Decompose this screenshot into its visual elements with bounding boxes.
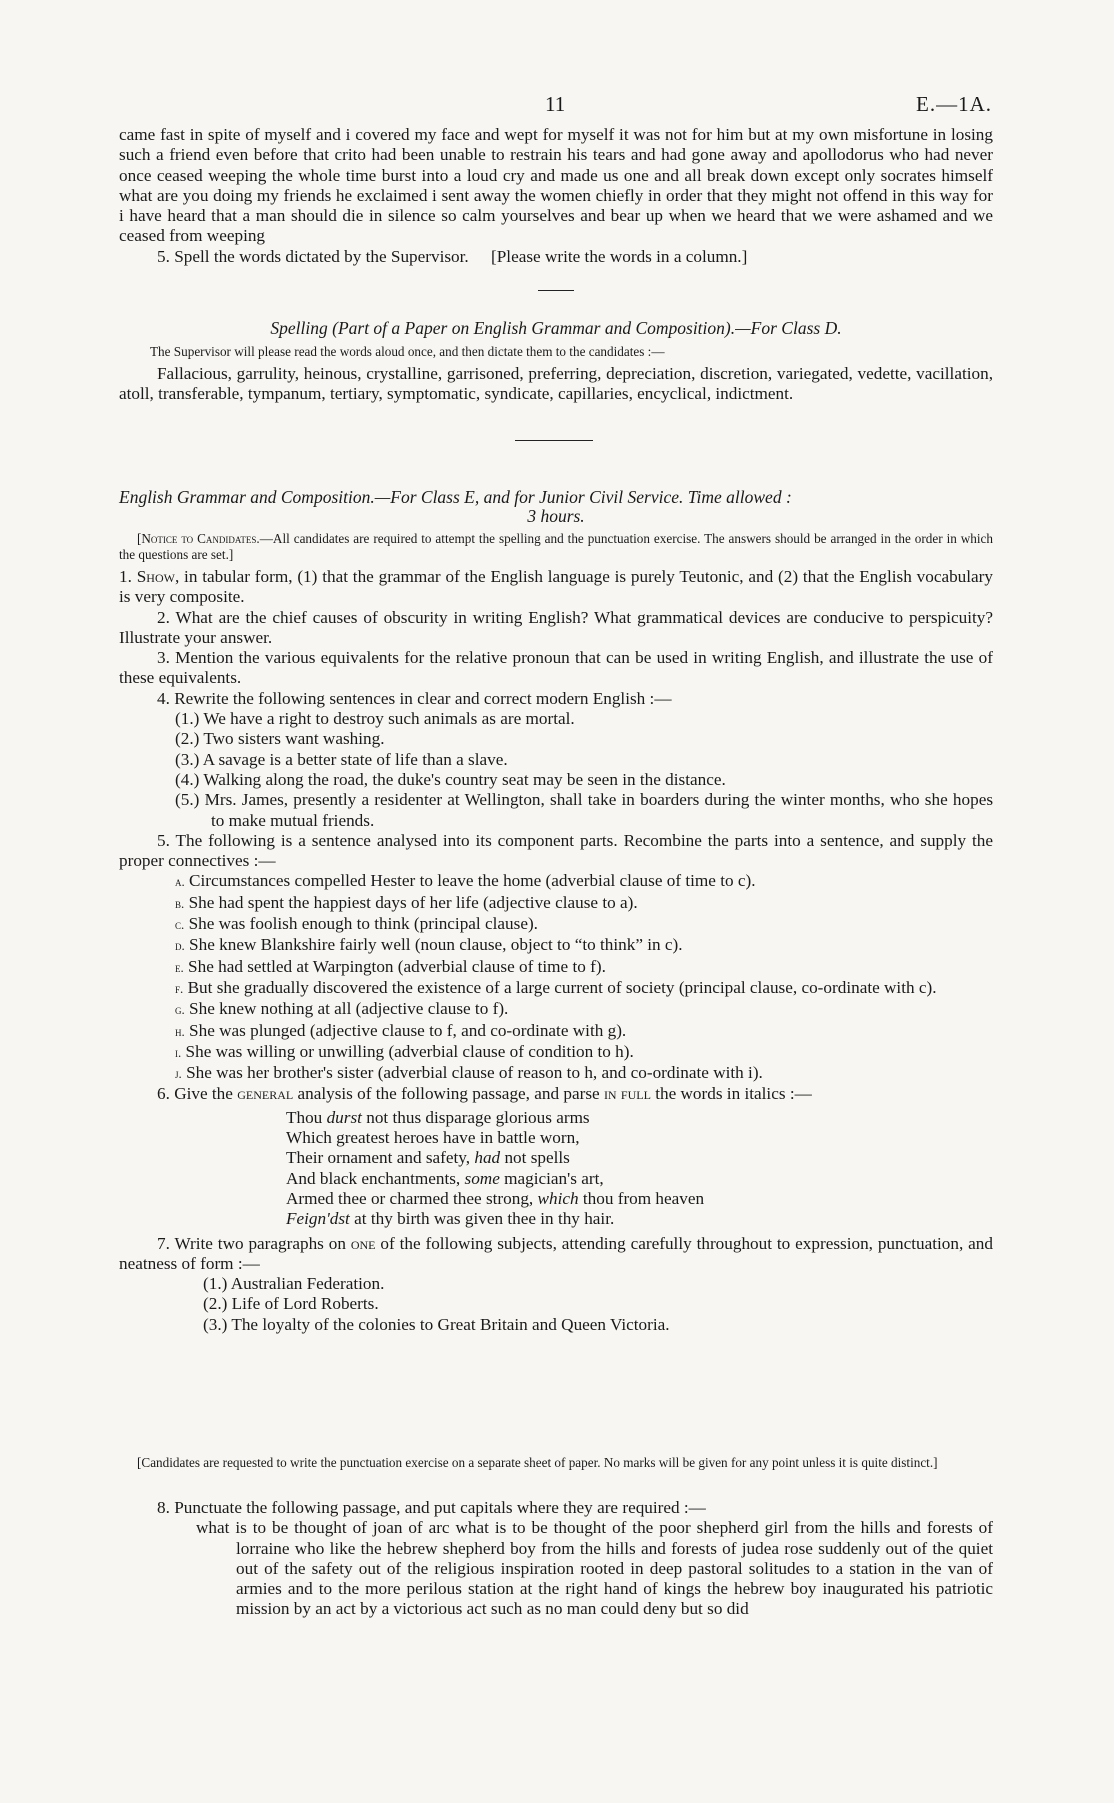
list-item xyxy=(119,709,993,729)
list-item xyxy=(119,935,993,956)
item-number: (2.) xyxy=(175,729,200,749)
list-item xyxy=(147,1294,993,1314)
list-item xyxy=(119,914,993,935)
question-7-part-a: 7. Write two paragraphs on xyxy=(157,1233,346,1253)
question-6-in-full: in full xyxy=(603,1084,651,1104)
item-text: She had settled at Warpington (adverbial clause of time to f). xyxy=(188,956,606,976)
poem-italic-word: Feign'dst xyxy=(286,1209,350,1229)
question-1-text: , in tabular form, (1) that the grammar of the English language is purely Teutonic, and (2) that the English vocabulary is very composite. xyxy=(119,567,993,607)
item-text: Walking along the road, the duke's country seat may be seen in the distance. xyxy=(203,769,726,789)
grammar-title-line1: English Grammar and Composition.—For Class E, and for Junior Civil Service. Time allowed : xyxy=(119,487,792,507)
divider-short xyxy=(538,290,574,291)
poem-italic-word: durst xyxy=(326,1107,362,1127)
item-text: She was plunged (adjective clause to f, and co-ordinate with g). xyxy=(189,1020,627,1040)
question-1-lead: 1. Show xyxy=(119,567,175,586)
item-letter: c. xyxy=(175,917,185,933)
question-8-section xyxy=(119,1498,993,1620)
list-item xyxy=(119,770,993,790)
notice-text: —All candidates are required to attempt the spelling and the punctuation exercise. The answers should be arranged in the order in which the questions are set.] xyxy=(119,531,993,562)
item-text: She knew Blankshire fairly well (noun clause, object to “to think” in c). xyxy=(189,935,683,955)
dictation-passage-tail: came fast in spite of myself and i covered my face and wept for myself it was not for him but at my own misfortune in losing such a friend even before that crito had been unable to restrain his tears and had gone away and apollodorus who had never once ceased weeping the whole time burst into a loud cry and made us one and all break down except only socrates himself what are you doing my friends he exclaimed i sent away the women chiefly in order that they might not offend in this way for i have heard that a man should die in silence so calm yourselves and bear up when we heard that we were ashamed and we ceased from weeping xyxy=(119,125,993,246)
question-6 xyxy=(119,1084,993,1104)
document-reference: E.—1A. xyxy=(916,92,992,116)
question-7-part-b: of the following subjects, attending carefully throughout to expression, punctuation, and neatness of form :— xyxy=(119,1233,993,1273)
poem-text: Their ornament and safety, xyxy=(286,1148,475,1168)
spelling-instruction: The Supervisor will please read the words aloud once, and then dictate them to the candidates :— xyxy=(150,344,665,359)
item-number: (3.) xyxy=(203,1314,228,1334)
question-3: 3. Mention the various equivalents for the relative pronoun that can be used in writing English, and illustrate the use of these equivalents. xyxy=(119,648,993,688)
list-item xyxy=(147,1315,993,1335)
list-item xyxy=(119,1042,993,1063)
item-text: The loyalty of the colonies to Great Britain and Queen Victoria. xyxy=(231,1314,670,1334)
grammar-questions xyxy=(119,567,993,1335)
question-6-part-a: 6. Give the xyxy=(157,1084,233,1104)
poem-text: not thus disparage glorious arms xyxy=(361,1107,590,1127)
question-6-part-b: analysis of the following passage, and parse xyxy=(297,1084,600,1104)
item-text: Mrs. James, presently a residenter at Wellington, shall take in boarders during the winter months, who she hopes to make mutual friends. xyxy=(204,790,994,830)
question-5-note: [Please write the words in a column.] xyxy=(491,246,748,266)
divider-long xyxy=(515,440,593,441)
list-item xyxy=(119,750,993,770)
question-6-general: general xyxy=(237,1084,294,1104)
poem-text: Thou xyxy=(286,1107,327,1127)
item-letter: b. xyxy=(175,895,185,911)
item-text: Australian Federation. xyxy=(230,1274,385,1294)
poem-line xyxy=(286,1209,993,1229)
list-item xyxy=(119,999,993,1020)
item-letter: i. xyxy=(175,1044,182,1060)
poem-italic-word: which xyxy=(537,1188,579,1208)
poem-line xyxy=(286,1189,993,1209)
list-item xyxy=(119,978,993,999)
item-text: Circumstances compelled Hester to leave the home (adverbial clause of time to c). xyxy=(189,871,756,891)
poem-text: thou from heaven xyxy=(578,1188,705,1208)
question-2: 2. What are the chief causes of obscurity in writing English? What grammatical devices are conducive to perspicuity? Illustrate your answer. xyxy=(119,607,993,647)
poem-line: Which greatest heroes have in battle worn, xyxy=(286,1128,580,1148)
item-letter: j. xyxy=(175,1066,182,1082)
list-item xyxy=(119,957,993,978)
notice-lead: [Notice to Candidates. xyxy=(137,531,260,546)
question-4-sentences xyxy=(119,709,993,831)
poem-text: at thy birth was given thee in thy hair. xyxy=(349,1209,615,1229)
question-5-clauses xyxy=(119,871,993,1084)
grammar-title-line2: 3 hours. xyxy=(527,506,585,526)
poem-text: Armed thee or charmed thee strong, xyxy=(286,1188,538,1208)
list-item xyxy=(119,790,993,831)
question-5-text: 5. Spell the words dictated by the Supervisor. xyxy=(157,246,469,266)
poem-passage xyxy=(119,1108,993,1230)
item-letter: e. xyxy=(175,959,184,975)
poem-italic-word: had xyxy=(474,1148,501,1168)
item-text: She was willing or unwilling (adverbial clause of condition to h). xyxy=(185,1041,634,1061)
question-5: 5. The following is a sentence analysed into its component parts. Recombine the parts into a sentence, and supply the proper connectives :— xyxy=(119,830,993,871)
question-8: 8. Punctuate the following passage, and put capitals where they are required :— xyxy=(157,1498,706,1517)
list-item xyxy=(119,1063,993,1084)
question-5-spell xyxy=(119,247,993,267)
item-text: Life of Lord Roberts. xyxy=(231,1294,379,1314)
list-item xyxy=(147,1274,993,1294)
item-text: Two sisters want washing. xyxy=(203,729,385,749)
list-item xyxy=(119,729,993,749)
list-item xyxy=(119,1021,993,1042)
question-1 xyxy=(119,567,993,608)
item-number: (1.) xyxy=(175,709,200,729)
poem-text: And black enchantments, xyxy=(286,1168,465,1188)
item-number: (5.) xyxy=(175,790,200,810)
poem-italic-word: some xyxy=(464,1168,500,1188)
notice-to-candidates xyxy=(119,531,993,563)
punctuation-passage: what is to be thought of joan of arc what is to be thought of the poor shepherd girl from the hills and forests of lorraine who like the hebrew shepherd boy from the hills and forests of judea rose suddenly out of the quiet out of the safety out of the religious inspiration rooted in deep pastoral solitudes to a station in the van of armies and to the more perilous station at the right hand of kings the hebrew boy inaugurated his patriotic mission by an act by a victorious act such as no man could deny but so did xyxy=(196,1518,993,1619)
item-letter: g. xyxy=(175,1002,185,1018)
question-6-part-c: the words in italics :— xyxy=(655,1084,812,1104)
item-text: But she gradually discovered the existence of a large current of society (principal clause, co-ordinate with c). xyxy=(187,977,937,997)
item-number: (3.) xyxy=(175,749,200,769)
item-text: A savage is a better state of life than a slave. xyxy=(202,749,508,769)
question-7 xyxy=(119,1234,993,1275)
item-letter: h. xyxy=(175,1023,185,1039)
poem-text: magician's art, xyxy=(499,1168,604,1188)
intro-section xyxy=(119,125,993,267)
list-item xyxy=(119,871,993,892)
item-text: She was her brother's sister (adverbial clause of reason to h, and co-ordinate with i). xyxy=(186,1063,763,1083)
spelling-title: Spelling (Part of a Paper on English Grammar and Composition).—For Class D. xyxy=(270,318,842,338)
question-4: 4. Rewrite the following sentences in clear and correct modern English :— xyxy=(157,688,672,708)
poem-text: not spells xyxy=(500,1148,570,1168)
item-number: (2.) xyxy=(203,1294,228,1314)
item-text: She knew nothing at all (adjective clause to f). xyxy=(189,999,509,1019)
item-letter: d. xyxy=(175,938,185,954)
poem-line xyxy=(286,1169,993,1189)
item-number: (1.) xyxy=(203,1274,228,1294)
item-letter: f. xyxy=(175,980,184,996)
question-7-one: one xyxy=(350,1233,376,1253)
item-text: She was foolish enough to think (principal clause). xyxy=(188,914,538,934)
item-letter: a. xyxy=(175,874,185,890)
item-number: (4.) xyxy=(175,769,200,789)
punctuation-note: [Candidates are requested to write the punctuation exercise on a separate sheet of paper. No marks will be given for any point unless it is quite distinct.] xyxy=(137,1455,938,1470)
poem-line xyxy=(286,1108,993,1128)
page-number: 11 xyxy=(545,92,566,116)
item-text: We have a right to destroy such animals as are mortal. xyxy=(203,709,575,729)
list-item xyxy=(119,893,993,914)
poem-line xyxy=(286,1148,993,1168)
spelling-word-list: Fallacious, garrulity, heinous, crystalline, garrisoned, preferring, depreciation, discretion, variegated, vedette, vacillation, atoll, transferable, tympanum, tertiary, symptomatic, syndicate, capillaries, encyclical, indictment. xyxy=(119,364,993,404)
item-text: She had spent the happiest days of her life (adjective clause to a). xyxy=(188,892,638,912)
question-7-subjects xyxy=(119,1274,993,1335)
spelling-words xyxy=(119,364,993,405)
